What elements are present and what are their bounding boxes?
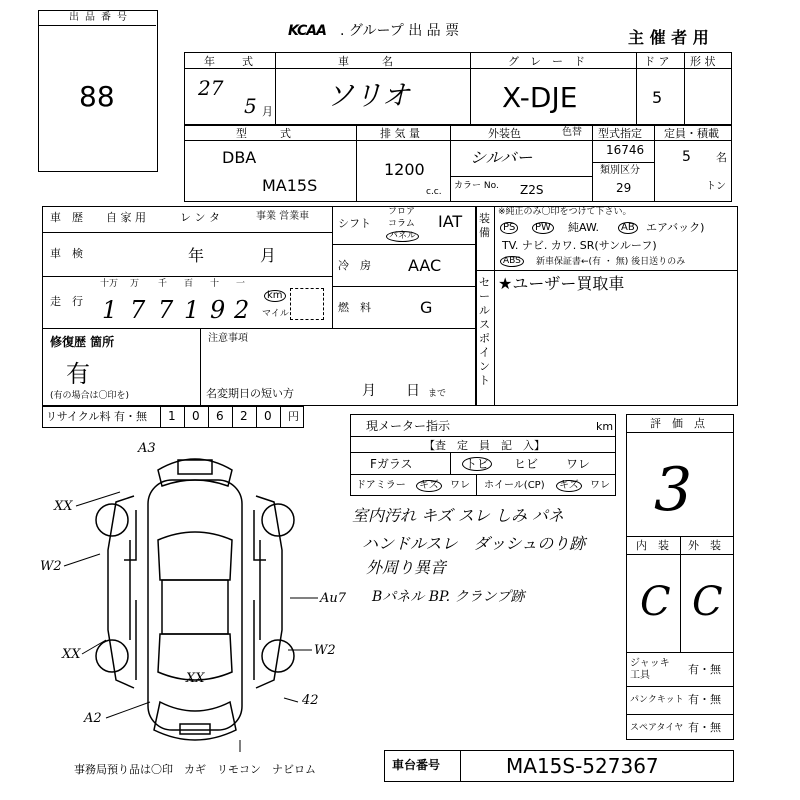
load-unit: トン xyxy=(706,181,726,192)
chassis-value: MA15S-527367 xyxy=(506,754,659,778)
equip-note: ※純正のみ〇印をつけて下さい。 xyxy=(498,207,632,217)
mileage-unit-4: 百 xyxy=(184,279,194,289)
mileage-digit-2: 7 xyxy=(130,296,146,324)
mark-w2-1: W2 xyxy=(40,559,62,574)
mirror-scratch: キズ xyxy=(416,480,442,492)
glass-label: Fガラス xyxy=(370,457,413,471)
score-value: 3 xyxy=(654,455,693,525)
color-label: 外装色 xyxy=(488,127,521,140)
office-items: 事務局預り品は〇印 カギ リモコン ナビロム xyxy=(74,763,316,776)
name-change-day: 日 xyxy=(406,383,420,399)
type-value: 16746 xyxy=(606,143,645,157)
equipment-box xyxy=(476,206,738,406)
shaken-year: 年 xyxy=(188,246,205,265)
class-value: 29 xyxy=(616,181,632,195)
wheel-break: ワレ xyxy=(590,480,610,491)
equip-line2: TV. ナビ. カワ. SR(サンルーフ) xyxy=(502,239,657,252)
equip-aw: 純AW. xyxy=(568,221,600,234)
brand-logo: KCAA xyxy=(288,23,326,39)
recycle-digit-4: 2 xyxy=(240,409,248,423)
equip-ps: PS xyxy=(500,222,518,234)
equip-warranty: 新車保証書←(有 ・ 無) 後日送りのみ xyxy=(536,257,686,267)
name-label: 車 名 xyxy=(338,55,393,68)
repair-value: 有 xyxy=(66,360,90,388)
recycle-label: リサイクル料 有・無 xyxy=(46,410,147,423)
mark-au7: Au7 xyxy=(320,591,347,606)
mirror-break: ワレ xyxy=(450,480,470,491)
score-label: 評 価 点 xyxy=(650,417,705,430)
type-label: 型式指定 xyxy=(598,127,642,140)
mileage-digit-4: 1 xyxy=(184,296,200,324)
door-value: 5 xyxy=(652,88,663,107)
shaken-month: 月 xyxy=(260,246,277,265)
recycle-digit-2: 0 xyxy=(192,409,200,423)
equip-airbag: エアバック) xyxy=(646,221,705,234)
lot-box xyxy=(38,10,158,172)
wheel-scratch: キズ xyxy=(556,480,582,492)
equip-ab: AB xyxy=(618,222,638,234)
color-value: シルバー xyxy=(470,148,533,167)
inspect-note-2: ハンドルスレ ダッシュのり跡 xyxy=(362,534,586,553)
shaken-label: 車 検 xyxy=(50,247,83,260)
recycle-digit-5: 0 xyxy=(264,409,272,423)
repair-label: 修復歴 箇所 xyxy=(50,335,115,349)
grade-value: X-DJE xyxy=(502,81,578,114)
name-change-until: まで xyxy=(428,389,447,399)
color-change-label: 色替 xyxy=(562,127,582,138)
jack-opt: 有・無 xyxy=(688,663,721,676)
history-private: 自 家 用 xyxy=(106,211,146,224)
name-change-month: 月 xyxy=(362,383,376,399)
inspect-note-1: 室内汚れ キズ スレ しみ パネ xyxy=(352,506,565,525)
mark-42: 42 xyxy=(302,693,319,708)
equip-pw: PW xyxy=(532,222,554,234)
equip-abs: ABS xyxy=(500,256,524,267)
copy-label: 主 催 者 用 xyxy=(628,28,709,47)
interior-label: 内 装 xyxy=(636,539,669,552)
km-option: km xyxy=(264,290,286,302)
capacity-label: 定員・積載 xyxy=(664,127,719,140)
mileage-unit-2: 万 xyxy=(130,279,140,289)
spare-opt: 有・無 xyxy=(688,721,721,734)
model-line1: DBA xyxy=(222,148,257,167)
history-rental: レ ン タ xyxy=(180,211,220,224)
mileage-label: 走 行 xyxy=(50,295,83,308)
mileage-digit-3: 7 xyxy=(158,296,174,324)
capacity-value: 5 xyxy=(682,149,691,165)
mile-option: マイル xyxy=(262,309,289,319)
mark-xx-1: XX xyxy=(54,499,73,514)
caution-label: 注意事項 xyxy=(208,333,248,344)
recycle-digit-1: 1 xyxy=(168,409,176,423)
meter-label: 現メーター指示 xyxy=(366,419,451,433)
recycle-yen: 円 xyxy=(288,410,299,423)
year-label: 年 式 xyxy=(204,55,261,68)
chassis-label: 車台番号 xyxy=(392,758,441,772)
shift-column: コラム xyxy=(388,219,415,229)
lot-label: 出品番号 xyxy=(69,12,133,23)
mirror-label: ドアミラー xyxy=(356,480,406,491)
jack-label: ジャッキ 工具 xyxy=(630,658,670,681)
door-label: ド ア xyxy=(644,55,670,68)
shift-label: シフト xyxy=(338,217,371,230)
spare-label: スペアタイヤ xyxy=(630,723,684,733)
recycle-digit-3: 6 xyxy=(216,409,224,423)
displacement-unit: c.c. xyxy=(426,187,442,197)
mileage-digit-5: 9 xyxy=(210,296,226,324)
mark-w2-2: W2 xyxy=(314,643,336,658)
exterior-value: C xyxy=(692,579,723,625)
inspect-note-3: 外周り異音 xyxy=(366,558,447,577)
shift-value: IAT xyxy=(438,212,463,231)
shape-label: 形 状 xyxy=(690,55,716,68)
ac-label: 冷 房 xyxy=(338,259,371,272)
fuel-value: G xyxy=(420,298,433,317)
lot-number: 88 xyxy=(79,80,115,113)
history-business: 事業 営業車 xyxy=(256,211,310,222)
month-unit: 月 xyxy=(262,105,273,118)
sales-point-text: ★ユーザー買取車 xyxy=(498,274,625,293)
color-no-value: Z2S xyxy=(520,183,544,197)
capacity-unit: 名 xyxy=(716,151,727,164)
disp-label: 排 気 量 xyxy=(380,127,420,140)
shift-panel: パネル xyxy=(386,231,419,242)
equip-side-label: 装備 xyxy=(479,212,490,239)
puncture-opt: 有・無 xyxy=(688,693,721,706)
history-label: 車 歴 xyxy=(50,211,83,224)
name-change-label: 名変期日の短い方 xyxy=(206,387,294,400)
ac-value: AAC xyxy=(408,256,442,275)
mark-a2: A2 xyxy=(84,711,102,726)
inspect-note-4: Bパネル BP. クランプ跡 xyxy=(372,589,525,605)
fuel-label: 燃 料 xyxy=(338,301,371,314)
mileage-unit-3: 千 xyxy=(158,279,168,289)
mark-xx-2: XX xyxy=(62,647,81,662)
model-line2: MA15S xyxy=(262,176,318,195)
displacement-value: 1200 xyxy=(384,160,425,179)
fill-label: 【査 定 員 記 入】 xyxy=(424,439,545,452)
car-damage-diagram xyxy=(40,440,347,760)
month-value: 5 xyxy=(244,94,257,118)
puncture-label: パンクキット xyxy=(630,695,684,705)
mileage-digit-6: 2 xyxy=(234,296,250,324)
sales-side-label: セールスポイント xyxy=(479,276,490,387)
exterior-label: 外 装 xyxy=(688,539,721,552)
mark-xx-3: XX xyxy=(186,671,205,686)
year-value: 27 xyxy=(198,76,224,100)
form-title: . グループ 出 品 票 xyxy=(340,23,460,39)
model-label: 型 式 xyxy=(236,127,291,140)
glass-break: ワレ xyxy=(566,457,591,471)
wheel-label: ホイール(CP) xyxy=(484,480,545,491)
color-no-label: カラー No. xyxy=(454,181,499,191)
mileage-unit-1: 十万 xyxy=(100,279,119,289)
interior-value: C xyxy=(640,579,671,625)
car-name: ソリオ xyxy=(326,79,410,112)
mileage-digit-1: 1 xyxy=(102,296,118,324)
class-label: 類別区分 xyxy=(600,165,640,176)
mileage-unit-5: 十 xyxy=(210,279,220,289)
mileage-unit-6: 一 xyxy=(236,279,246,289)
meter-unit: km xyxy=(596,420,614,433)
glass-crack: ヒビ xyxy=(514,457,539,471)
grade-label: グ レ ー ド xyxy=(508,55,585,68)
shift-floor: フロア xyxy=(388,207,416,217)
mark-a3: A3 xyxy=(138,441,156,456)
glass-chip: トビ xyxy=(462,457,492,471)
repair-note: (有の場合は〇印を) xyxy=(50,391,130,401)
